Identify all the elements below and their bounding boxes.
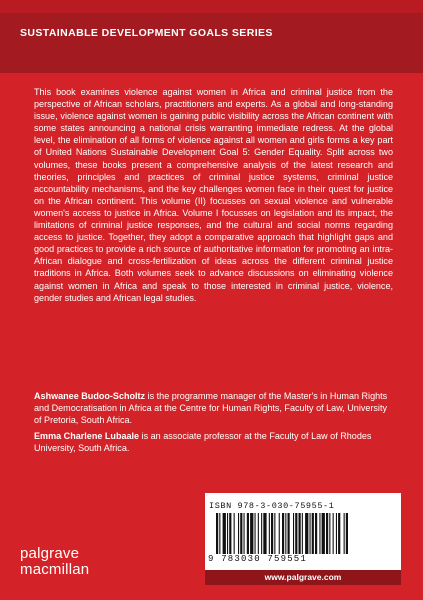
top-band: [0, 0, 423, 13]
barcode-icon: [216, 513, 394, 559]
publisher-url: www.palgrave.com: [205, 570, 401, 585]
author-text-2: is an associate professor at the Faculty of Law of Rhodes University, South Africa.: [34, 431, 372, 454]
logo-line-1: palgrave: [20, 545, 80, 562]
series-band: [0, 13, 423, 73]
author-name-1: Ashwanee Budoo-Scholtz: [34, 391, 146, 401]
barcode-digits: 9 783030 759551: [208, 554, 398, 564]
series-title: SUSTAINABLE DEVELOPMENT GOALS SERIES: [20, 27, 273, 39]
book-description: This book examines violence against women in Africa and criminal justice from the perspective of African scholars, practitioners and experts. As a global and long-standing issue, violence against women is gaining public visibility across the African continent with some states announcing a national crisis warranting immediate redress. At the global level, the elimination of all forms of violence against all women and girls forms a key part of United Nations Sustainable Development Goal 5: Gender Equality. Split across two volumes, these books present a comprehensive analysis of the latest research and theories, principles and practices of criminal justice systems, criminal justice accountability mechanisms, and the key challenges women face in their quest for justice on the African continent. This volume (II) focusses on sexual violence and vulnerable women's access to justice in Africa. Volume I focusses on legislation and its impact, the limitations of criminal justice responses, and the cultural and social norms regarding access to justice. Together, they adopt a comparative approach that highlight gaps and good practices to provide a rich source of authoritative information for promoting an intra-African dialogue and cross-fertilization of ideas across the different criminal justice traditions in Africa. Both volumes seek to advance discussions on eliminating violence against women in Africa and speak to those interested in criminal justice, violence, gender studies and African legal studies.: [34, 87, 393, 303]
logo-line-2: macmillan: [20, 561, 90, 578]
author-bio-2: [34, 430, 393, 454]
publisher-logo: [20, 546, 89, 578]
isbn-label: ISBN 978-3-030-75955-1: [209, 501, 335, 511]
author-name-2: Emma Charlene Lubaale: [34, 431, 140, 441]
author-text-1: is the programme manager of the Master's in Human Rights and Democratisation in Africa at the Centre for Human Rights, Faculty of Law, University of Pretoria, South Africa.: [34, 391, 388, 426]
author-bio-1: [34, 390, 393, 426]
